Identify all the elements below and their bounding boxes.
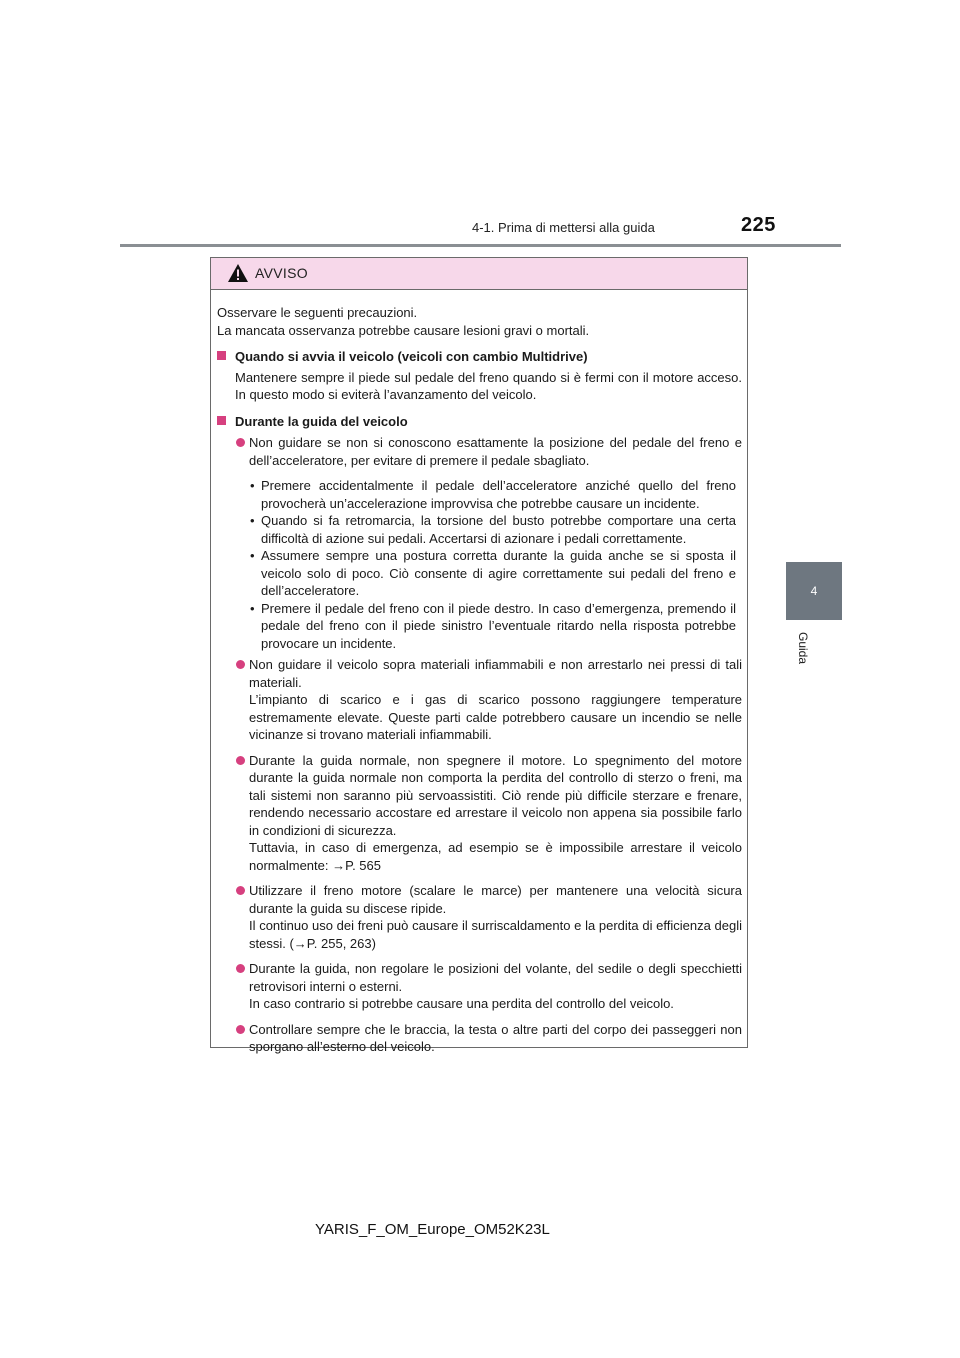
item-text: Tuttavia, in caso di emergenza, ad esempio se è impossibile arrestare il veicolo normalmente: →P. 565 <box>249 840 742 873</box>
section-text: Mantenere sempre il piede sul pedale del freno quando si è fermi con il motore acceso. In questo modo si eviterà l’avanzamento del veicolo. <box>235 369 742 402</box>
item-text: In caso contrario si potrebbe causare una perdita del controllo del veicolo. <box>249 996 674 1011</box>
sub-list-item: • Premere il pedale del freno con il piede destro. In caso d’emergenza, premendo il pedale del freno con il piede sinistro l’eventuale ritardo nella risposta potrebbe provocare un incidente. <box>250 600 736 651</box>
list-item <box>217 882 742 952</box>
sub-item-text: Premere il pedale del freno con il piede destro. In caso d’emergenza, premendo il pedale del freno con il piede sinistro l’eventuale ritardo nella risposta potrebbe provocare un incidente. <box>261 600 736 651</box>
item-text: Durante la guida, non regolare le posizioni del volante, del sedile o degli specchietti retrovisori interni o esterni. <box>249 961 742 994</box>
warning-triangle-icon <box>227 263 249 283</box>
square-bullet-icon <box>217 416 226 425</box>
section-heading <box>217 413 742 431</box>
intro-line: La mancata osservanza potrebbe causare lesioni gravi o mortali. <box>217 322 590 338</box>
intro-line: Osservare le seguenti precauzioni. <box>217 305 418 320</box>
item-text: Non guidare il veicolo sopra materiali infiammabili e non arrestarlo nei pressi di tali materiali. <box>249 657 742 690</box>
item-text: Utilizzare il freno motore (scalare le marce) per mantenere una velocità sicura durante la guida su discese ripide. <box>249 883 742 916</box>
item-text: L’impianto di scarico e i gas di scarico possono raggiungere temperature estremamente elevate. Queste parti calde potrebbero causare un incendio se nelle vicinanze si trovano materiali infiammabili. <box>249 692 742 742</box>
sub-list-item: • Assumere sempre una postura corretta durante la guida anche se si sposta il veicolo solo di poco. Ciò consente di agire correttamente sui pedali del freno e dell’acceleratore. <box>250 548 736 598</box>
warning-box <box>210 257 748 1054</box>
warning-body <box>211 290 747 1056</box>
sub-item-text: Quando si fa retromarcia, la torsione del busto potrebbe comportare una certa difficoltà di azione sui pedali. Accertarsi di azionare i pedali correttamente. <box>261 513 736 546</box>
chapter-label: Guida <box>796 632 810 665</box>
list-item <box>217 434 742 469</box>
section-driving <box>217 413 742 1056</box>
header-section-title: 4-1. Prima di mettersi alla guida <box>472 220 655 235</box>
square-bullet-icon <box>217 351 226 360</box>
item-text: Controllare sempre che le braccia, la testa o altre parti del corpo dei passeggeri non sporgano all’esterno del veicolo. <box>249 1021 742 1054</box>
section-heading-text: Quando si avvia il veicolo (veicoli con cambio Multidrive) <box>235 349 588 364</box>
sub-list-item: • Premere accidentalmente il pedale dell’acceleratore anziché quello del freno provocherà un’accelerazione improvvisa che potrebbe causare un incidente. <box>250 478 736 511</box>
round-bullet-icon <box>236 964 245 973</box>
sub-list <box>217 477 742 652</box>
round-bullet-icon <box>236 438 245 447</box>
section-heading <box>217 348 742 366</box>
list-item <box>217 1021 742 1056</box>
round-bullet-icon <box>236 886 245 895</box>
warning-header <box>211 258 747 290</box>
list-item <box>217 752 742 875</box>
round-bullet-icon <box>236 660 245 669</box>
section-heading-text: Durante la guida del veicolo <box>235 413 408 429</box>
item-text: Il continuo uso dei freni può causare il surriscaldamento e la perdita di efficienza degli stessi. (→P. 255, 263) <box>249 918 742 951</box>
warning-title: AVVISO <box>255 265 308 281</box>
list-item <box>217 960 742 1013</box>
list-item <box>217 656 742 744</box>
chapter-tab[interactable]: 4 <box>786 562 842 620</box>
item-text: Durante la guida normale, non spegnere il motore. Lo spegnimento del motore durante la guida normale non comporta la perdita del controllo di sterzo o freni, ma tali sistemi non saranno più servoassistiti. Ciò rende più difficile sterzare e frenare, rendendo necessario accostare ed arrestare il veicolo non appena sia possibile farlo in condizioni di sicurezza. <box>249 752 742 838</box>
header-rule <box>120 244 841 247</box>
sub-list-item: • Quando si fa retromarcia, la torsione del busto potrebbe comportare una certa difficoltà di azione sui pedali. Accertarsi di azionare i pedali correttamente. <box>250 513 736 546</box>
section-start <box>217 348 742 404</box>
page-number: 225 <box>741 214 776 236</box>
item-text: Non guidare se non si conoscono esattamente la posizione del pedale del freno e dell’acceleratore, per evitare di premere il pedale sbagliato. <box>249 435 742 468</box>
sub-item-text: Assumere sempre una postura corretta durante la guida anche se si sposta il veicolo solo di poco. Ciò consente di agire correttamente sui pedali del freno e dell’acceleratore. <box>261 548 736 598</box>
sub-item-text: Premere accidentalmente il pedale dell’acceleratore anziché quello del freno provocherà un’accelerazione improvvisa che potrebbe causare un incidente. <box>261 478 736 511</box>
document-code: YARIS_F_OM_Europe_OM52K23L <box>315 1221 550 1238</box>
round-bullet-icon <box>236 1025 245 1034</box>
round-bullet-icon <box>236 756 245 765</box>
